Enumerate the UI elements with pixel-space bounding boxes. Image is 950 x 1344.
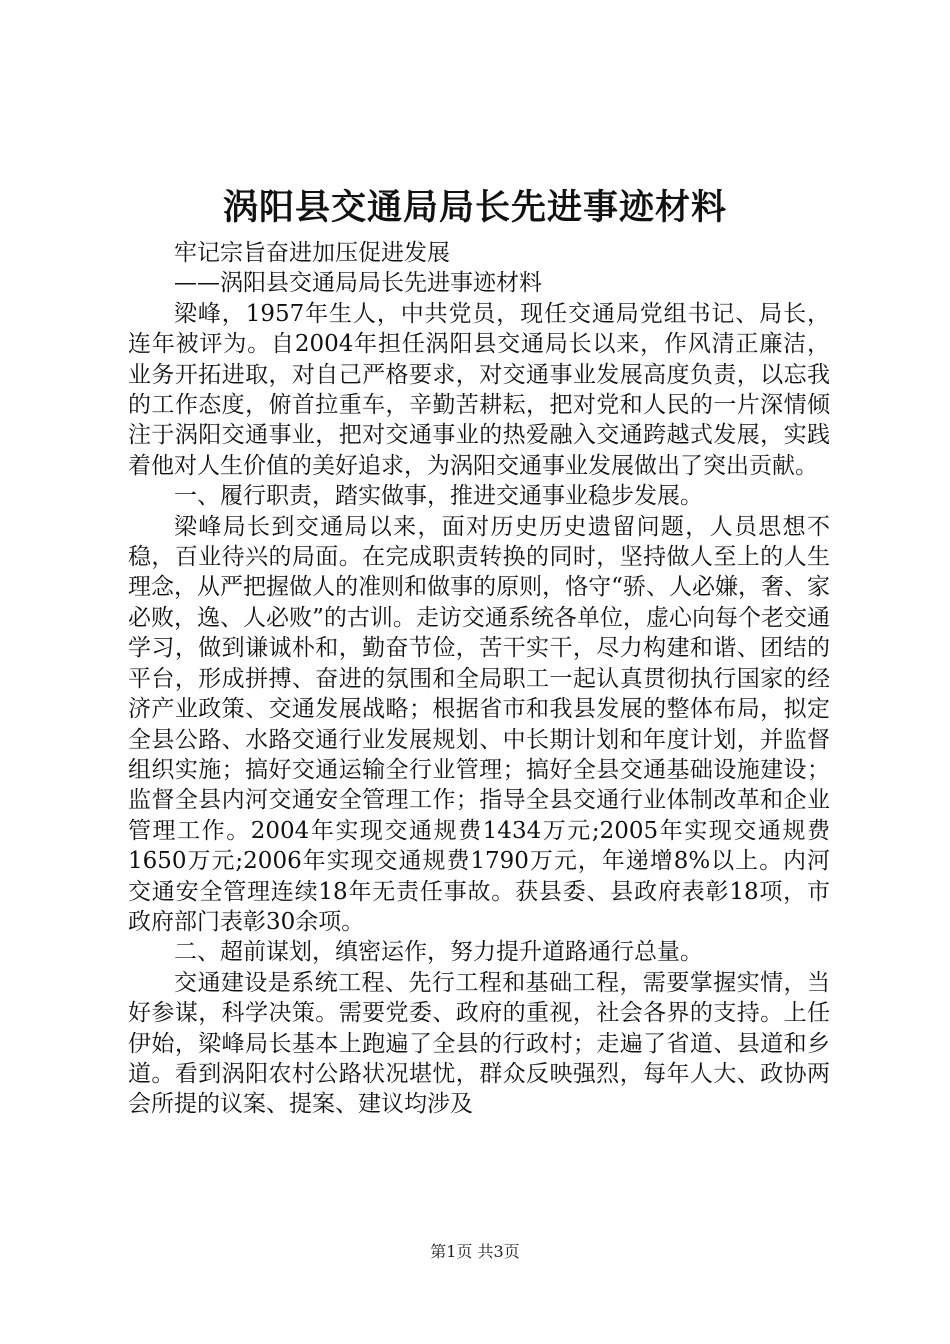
intro-paragraph: 梁峰，1957年生人，中共党员，现任交通局党组书记、局长，连年被评为。自2004年担任涡阳县交通局长以来，作风清正廉洁，业务开拓进取，对自己严格要求，对交通事业发展高度负责，以忘我的工作态度，俯首拉重车，辛勤苦耕耘，把对党和人民的一片深情倾注于涡阳交通事业，把对交通事业的热爱融入交通跨越式发展，实践着他对人生价值的美好追求，为涡阳交通事业发展做出了突出贡献。 [128, 300, 830, 479]
section-heading-2: 二、超前谋划，缜密运作，努力提升道路通行总量。 [174, 939, 703, 966]
document-body [128, 238, 830, 1120]
subtitle-source-line: ——涡阳县交通局局长先进事迹材料 [174, 270, 542, 297]
subtitle-line: 牢记宗旨奋进加压促进发展 [174, 240, 450, 266]
section-heading-1: 一、履行职责，踏实做事，推进交通事业稳步发展。 [174, 483, 703, 510]
document-title: 涡阳县交通局局长先进事迹材料 [222, 187, 727, 228]
section-2-paragraph: 交通建设是系统工程、先行工程和基础工程，需要掌握实情，当好参谋，科学决策。需要党委、政府的重视，社会各界的支持。上任伊始，梁峰局长基本上跑遍了全县的行政村；走遍了省道、县道和乡道。看到涡阳农村公路状况堪忧，群众反映强烈，每年人大、政协两会所提的议案、提案、建议均涉及 [128, 969, 830, 1118]
page-number-footer: 第1页 共3页 [430, 1242, 520, 1261]
section-1-paragraph: 梁峰局长到交通局以来，面对历史历史遗留问题，人员思想不稳，百业待兴的局面。在完成职责转换的同时，坚持做人至上的人生理念，从严把握做人的准则和做事的原则，恪守“骄、人必嫌，奢、家必败，逸、人必败”的古训。走访交通系统各单位，虚心向每个老交通学习，做到谦诚朴和，勤奋节俭，苦干实干，尽力构建和谐、团结的平台，形成拼搏、奋进的氛围和全局职工一起认真贯彻执行国家的经济产业政策、交通发展战略；根据省市和我县发展的整体布局，拟定全县公路、水路交通行业发展规划、中长期计划和年度计划，并监督组织实施；搞好交通运输全行业管理；搞好全县交通基础设施建设；监督全县内河交通安全管理工作；指导全县交通行业体制改革和企业管理工作。2004年实现交通规费1434万元;2005年实现交通规费1650万元;2006年实现交通规费1790万元，年递增8%以上。内河交通安全管理连续18年无责任事故。获县委、县政府表彰18项，市政府部门表彰30余项。 [128, 513, 830, 935]
